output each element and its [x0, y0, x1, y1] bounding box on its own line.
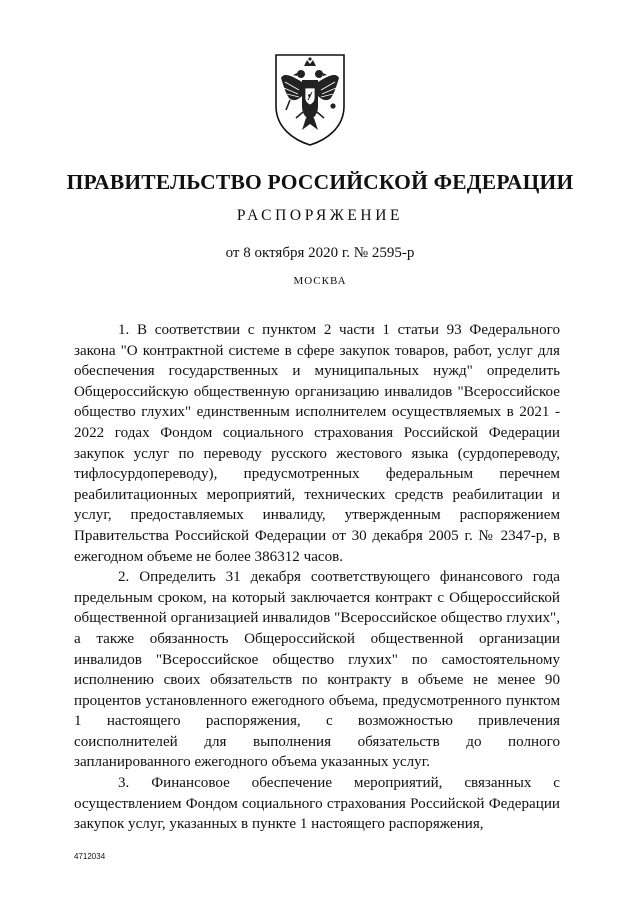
government-title: ПРАВИТЕЛЬСТВО РОССИЙСКОЙ ФЕДЕРАЦИИ — [66, 170, 574, 194]
paragraph-1: 1. В соответствии с пунктом 2 части 1 статьи 93 Федерального закона "О контрактной системе в сфере закупок товаров, работ, услуг для обеспечения государственных и муниципальных нужд" определить Общероссийскую общественную организацию инвалидов "Всероссийское общество глухих" единственным исполнителем осуществляемых в 2021 - 2022 годах Фондом социального страхования Российской Федерации закупок услуг по переводу русского жестового языка (сурдопереводу, тифлосурдопереводу), предусмотренных федеральным перечнем реабилитационных мероприятий, технических средств реабилитации и услуг, предоставляемых инвалиду, утвержденным распоряжением Правительства Российской Федерации от 30 декабря 2005 г. № 2347-р, в ежегодном объеме не более 386312 часов. — [74, 322, 560, 565]
paragraph-2: 2. Определить 31 декабря соответствующего финансового года предельным сроком, на который заключается контракт с Общероссийской общественной организацией инвалидов "Всероссийское общество глухих", а также обязанность Общероссийской общественной организации инвалидов "Всероссийское общество глухих" по самостоятельному исполнению своих обязательств по контракту в объеме не менее 90 процентов установленного ежегодного объема, предусмотренного пунктом 1 настоящего распоряжения, с возможностью привлечения соисполнителей для выполнения обязательств до полного запланированного ежегодного объема указанных услуг. — [74, 569, 560, 771]
document-type: РАСПОРЯЖЕНИЕ — [236, 207, 404, 224]
document-date-number: от 8 октября 2020 г. № 2595-р — [225, 245, 415, 261]
coat-of-arms-icon — [272, 52, 348, 148]
paragraph-3: 3. Финансовое обеспечение мероприятий, связанных с осуществлением Фондом социального страхования Российской Федерации закупок услуг, указанных в пункте 1 настоящего распоряжения, — [74, 775, 560, 833]
document-code: 4712034 — [74, 852, 106, 861]
document-body — [74, 320, 560, 835]
document-city: МОСКВА — [293, 275, 347, 287]
